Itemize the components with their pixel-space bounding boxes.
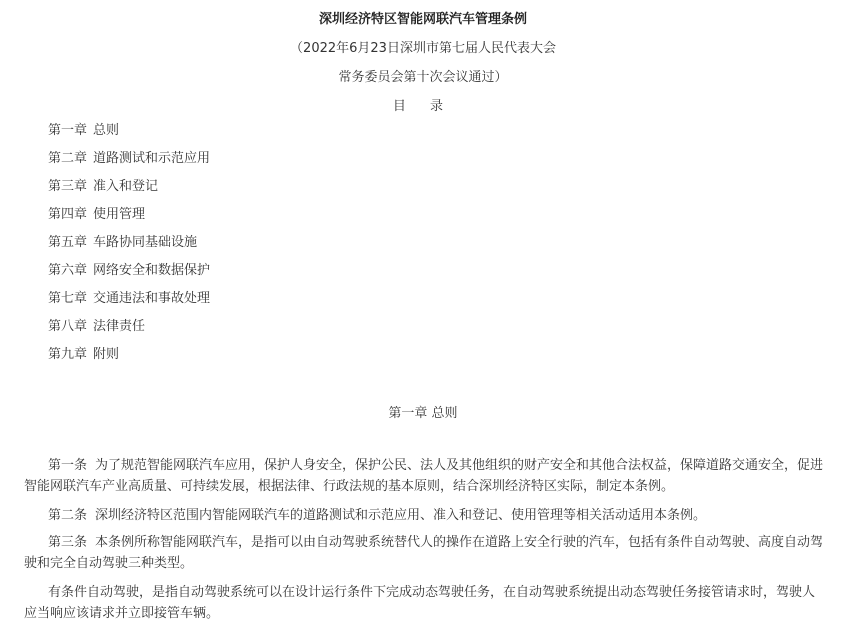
toc-item-title: 交通违法和事故处理 xyxy=(93,291,211,306)
chapter-heading: 第一章 总则 xyxy=(388,406,458,421)
toc-item-title: 网络安全和数据保护 xyxy=(93,263,211,278)
toc-item-chapter-2[interactable] xyxy=(48,150,210,178)
toc-item-chapter-5[interactable] xyxy=(48,234,210,262)
toc-item-chapter-6[interactable] xyxy=(48,262,210,290)
toc-item-title: 准入和登记 xyxy=(93,179,159,194)
toc-item-chapter-7[interactable] xyxy=(48,290,210,318)
toc-item-title: 道路测试和示范应用 xyxy=(93,151,211,166)
article-number: 第三条 xyxy=(48,535,88,550)
toc-item-number: 第八章 xyxy=(48,319,88,334)
toc-heading: 目 录 xyxy=(392,99,454,114)
toc-item-number: 第二章 xyxy=(48,151,88,166)
toc-item-chapter-4[interactable] xyxy=(48,206,210,234)
toc-item-number: 第三章 xyxy=(48,179,88,194)
toc-item-chapter-9[interactable] xyxy=(48,346,210,374)
table-of-contents xyxy=(48,122,210,374)
article-text: 深圳经济特区范围内智能网联汽车的道路测试和示范应用、准入和登记、使用管理等相关活动适用本条例。 xyxy=(95,508,707,523)
toc-item-number: 第四章 xyxy=(48,207,88,222)
toc-item-number: 第七章 xyxy=(48,291,88,306)
toc-item-title: 总则 xyxy=(93,123,120,138)
document-subtitle-line-2: 常务委员会第十次会议通过） xyxy=(338,70,508,85)
toc-item-title: 使用管理 xyxy=(93,207,146,222)
document-title: 深圳经济特区智能网联汽车管理条例 xyxy=(318,12,527,27)
toc-item-number: 第一章 xyxy=(48,123,88,138)
document-subtitle-line-1: （2022年6月23日深圳市第七届人民代表大会 xyxy=(290,41,556,56)
article-2 xyxy=(24,505,826,526)
article-number: 第二条 xyxy=(48,508,88,523)
toc-item-chapter-1[interactable] xyxy=(48,122,210,150)
toc-item-title: 车路协同基础设施 xyxy=(93,235,198,250)
toc-item-number: 第九章 xyxy=(48,347,88,362)
toc-item-chapter-3[interactable] xyxy=(48,178,210,206)
article-3 xyxy=(24,532,826,574)
article-number: 第一条 xyxy=(48,458,88,473)
toc-item-number: 第六章 xyxy=(48,263,88,278)
toc-item-number: 第五章 xyxy=(48,235,88,250)
toc-item-chapter-8[interactable] xyxy=(48,318,210,346)
paragraph-conditional-autonomy: 有条件自动驾驶，是指自动驾驶系统可以在设计运行条件下完成动态驾驶任务，在自动驾驶系统提出动态驾驶任务接管请求时，驾驶人应当响应该请求并立即接管车辆。 xyxy=(24,585,816,621)
toc-item-title: 附则 xyxy=(93,347,120,362)
article-text: 本条例所称智能网联汽车，是指可以由自动驾驶系统替代人的操作在道路上安全行驶的汽车，包括有条件自动驾驶、高度自动驾驶和完全自动驾驶三种类型。 xyxy=(24,535,824,571)
toc-item-title: 法律责任 xyxy=(93,319,146,334)
article-1 xyxy=(24,455,826,497)
article-text: 为了规范智能网联汽车应用，保护人身安全，保护公民、法人及其他组织的财产安全和其他合法权益，保障道路交通安全，促进智能网联汽车产业高质量、可持续发展，根据法律、行政法规的基本原则，结合深圳经济特区实际，制定本条例。 xyxy=(24,458,824,494)
